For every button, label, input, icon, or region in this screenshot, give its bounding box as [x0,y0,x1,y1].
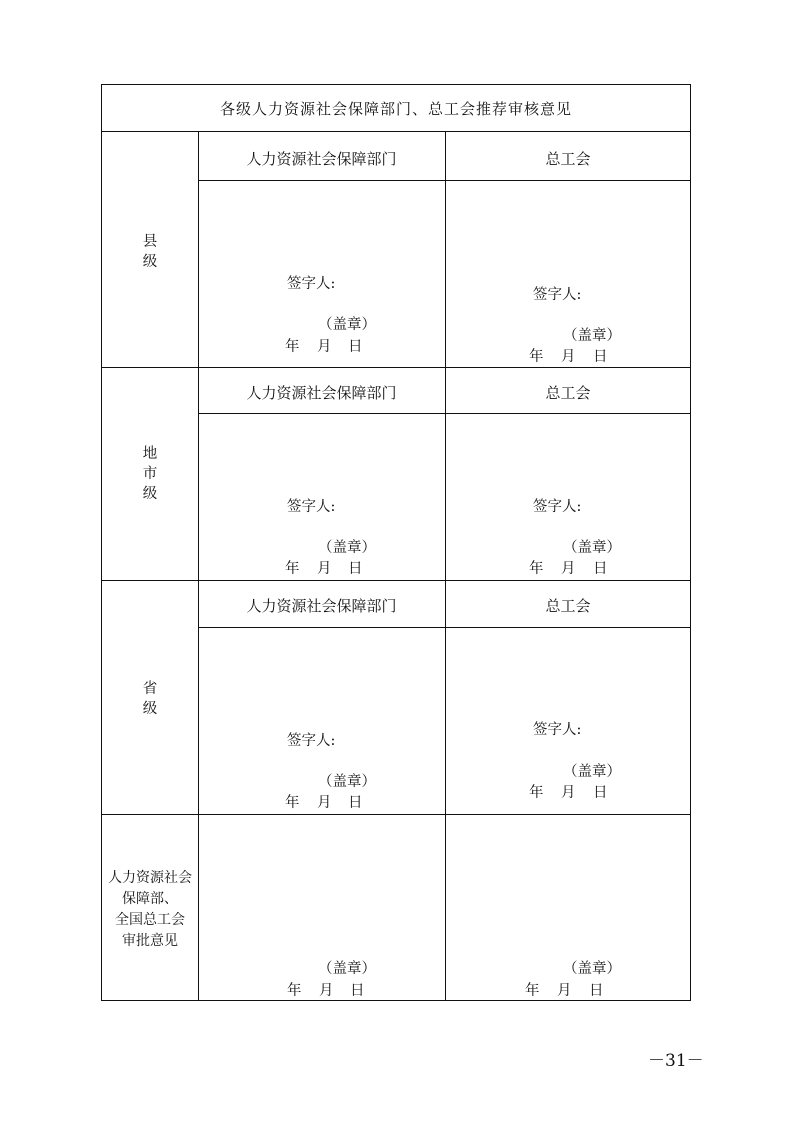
date-day: 日 [348,339,363,355]
signer-label: 签字人: [533,499,582,515]
date-day: 日 [589,983,604,999]
date-month: 月 [561,349,576,365]
level-label-national: 人力资源社会 保障部、 全国总工会 审批意见 [108,870,192,949]
date-year: 年 [287,983,302,999]
seal-label: （盖章） [563,961,621,977]
date-day: 日 [593,561,608,577]
seal-label: （盖章） [563,764,621,780]
column-header-hr: 人力资源社会保障部门 [246,597,397,615]
date-month: 月 [317,339,332,355]
date-month: 月 [561,785,576,801]
date-day: 日 [593,785,608,801]
level-label-county: 县 级 [142,234,158,270]
date-year: 年 [285,561,300,577]
date-month: 月 [557,983,572,999]
date-day: 日 [350,983,365,999]
date-month: 月 [317,795,332,811]
seal-label: （盖章） [563,328,621,344]
date-month: 月 [561,561,576,577]
column-header-union: 总工会 [545,150,591,168]
divider [101,131,691,132]
date-day: 日 [348,795,363,811]
date-day: 日 [593,349,608,365]
form-title: 各级人力资源社会保障部门、总工会推荐审核意见 [219,100,572,118]
date-year: 年 [285,795,300,811]
date-year: 年 [529,349,544,365]
column-header-union: 总工会 [545,384,591,402]
signer-label: 签字人: [287,499,336,515]
date-year: 年 [529,561,544,577]
column-header-hr: 人力资源社会保障部门 [246,384,397,402]
seal-label: （盖章） [318,317,376,333]
date-year: 年 [525,983,540,999]
seal-label: （盖章） [563,540,621,556]
signer-label: 签字人: [287,733,336,749]
signer-label: 签字人: [533,722,582,738]
seal-label: （盖章） [318,774,376,790]
divider [445,131,446,1001]
date-month: 月 [319,983,334,999]
signer-label: 签字人: [287,276,336,292]
level-label-province: 省 级 [142,681,158,717]
signer-label: 签字人: [533,287,582,303]
column-header-hr: 人力资源社会保障部门 [246,150,397,168]
date-month: 月 [317,561,332,577]
date-day: 日 [348,561,363,577]
page-number: －31－ [648,1051,704,1071]
level-label-prefecture: 地 市 级 [142,446,158,502]
date-year: 年 [529,785,544,801]
divider [101,580,691,581]
divider [101,814,691,815]
column-header-union: 总工会 [545,597,591,615]
divider [101,367,691,368]
date-year: 年 [285,339,300,355]
seal-label: （盖章） [318,540,376,556]
seal-label: （盖章） [318,961,376,977]
divider [198,131,199,1001]
